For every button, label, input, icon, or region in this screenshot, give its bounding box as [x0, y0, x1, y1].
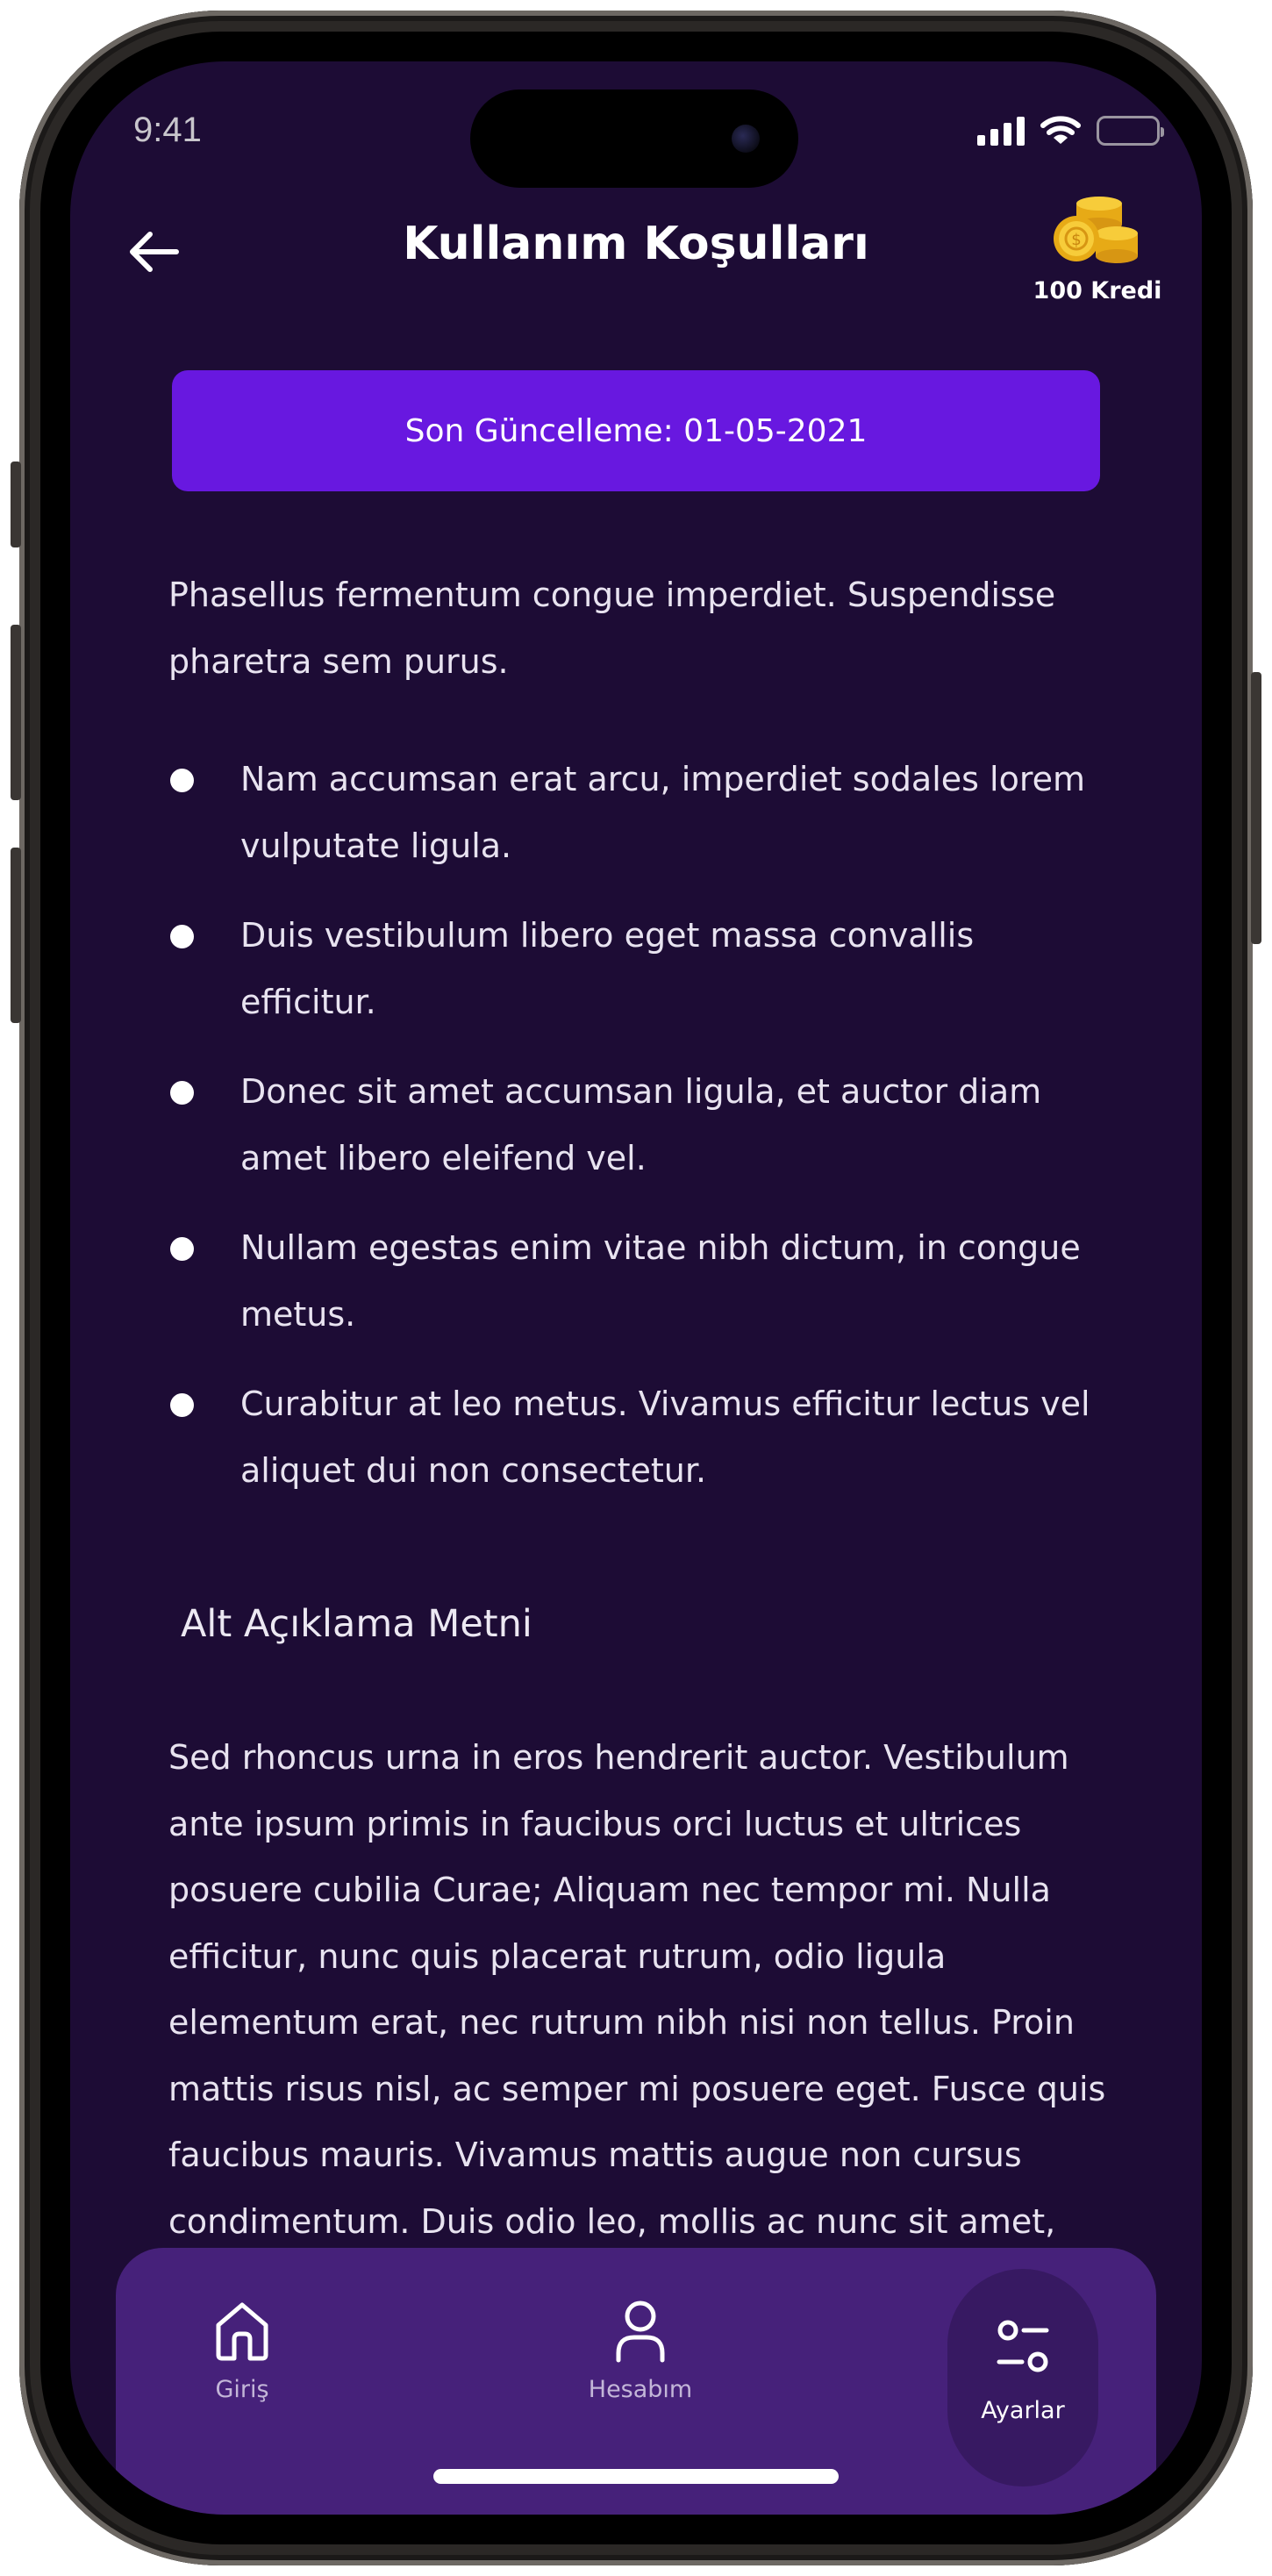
volume-up-button — [11, 625, 21, 800]
section-subheading: Alt Açıklama Metni — [181, 1602, 532, 1646]
battery-icon — [1097, 116, 1160, 146]
volume-down-button — [11, 848, 21, 1023]
status-time: 9:41 — [133, 111, 202, 149]
page-title: Kullanım Koşulları — [403, 218, 869, 270]
list-item: Nam accumsan erat arcu, imperdiet sodales lorem vulputate ligula. — [168, 746, 1107, 879]
intro-paragraph: Phasellus fermentum congue imperdiet. Suspendisse pharetra sem purus. — [168, 576, 1056, 681]
settings-sliders-icon — [992, 2316, 1054, 2378]
coins-icon — [1045, 191, 1150, 270]
app-screen — [70, 61, 1202, 2515]
camera-icon — [732, 125, 760, 153]
credits-widget[interactable] — [1032, 191, 1163, 304]
tab-settings[interactable] — [944, 2316, 1102, 2424]
list-item: Duis vestibulum libero eget massa convallis efficitur. — [168, 902, 1107, 1035]
tab-home[interactable] — [163, 2299, 321, 2403]
mute-switch — [11, 462, 21, 547]
tab-label: Giriş — [215, 2376, 269, 2403]
svg-text:$: $ — [1071, 231, 1082, 249]
body-paragraph: Sed rhoncus urna in eros hendrerit auctor. Vestibulum ante ipsum primis in faucibus orci luctus et ultrices posuere cubilia Curae; Aliquam nec tempor mi. Nulla efficitur, nunc quis placerat rutrum, odio ligula elementum erat, nec rutrum nibh nisi non tellus. Proin mattis risus nisl, ac semper mi posuere eget. Fusce quis faucibus mauris. Vivamus mattis augue non cursus condimentum. Duis odio leo, mollis ac nunc sit amet, — [168, 1738, 1106, 2241]
list-item: Nullam egestas enim vitae nibh dictum, in congue metus. — [168, 1214, 1107, 1348]
status-icons — [977, 114, 1160, 147]
tab-label: Ayarlar — [981, 2397, 1065, 2424]
wifi-icon — [1040, 115, 1081, 147]
dynamic-island — [470, 89, 798, 188]
home-icon — [211, 2299, 273, 2364]
list-item: Curabitur at leo metus. Vivamus efficitur lectus vel aliquet dui non consectetur. — [168, 1370, 1107, 1504]
home-indicator[interactable] — [433, 2469, 839, 2484]
list-item: Donec sit amet accumsan ligula, et auctor diam amet libero eleifend vel. — [168, 1058, 1107, 1191]
tab-account[interactable] — [561, 2299, 719, 2403]
credits-label: 100 Kredi — [1033, 277, 1162, 304]
power-button — [1251, 672, 1261, 944]
terms-bullet-list — [168, 746, 1107, 1527]
last-updated-banner: Son Güncelleme: 01-05-2021 — [172, 370, 1100, 491]
cellular-signal-icon — [977, 116, 1025, 146]
tab-label: Hesabım — [588, 2376, 693, 2403]
user-icon — [610, 2299, 671, 2364]
